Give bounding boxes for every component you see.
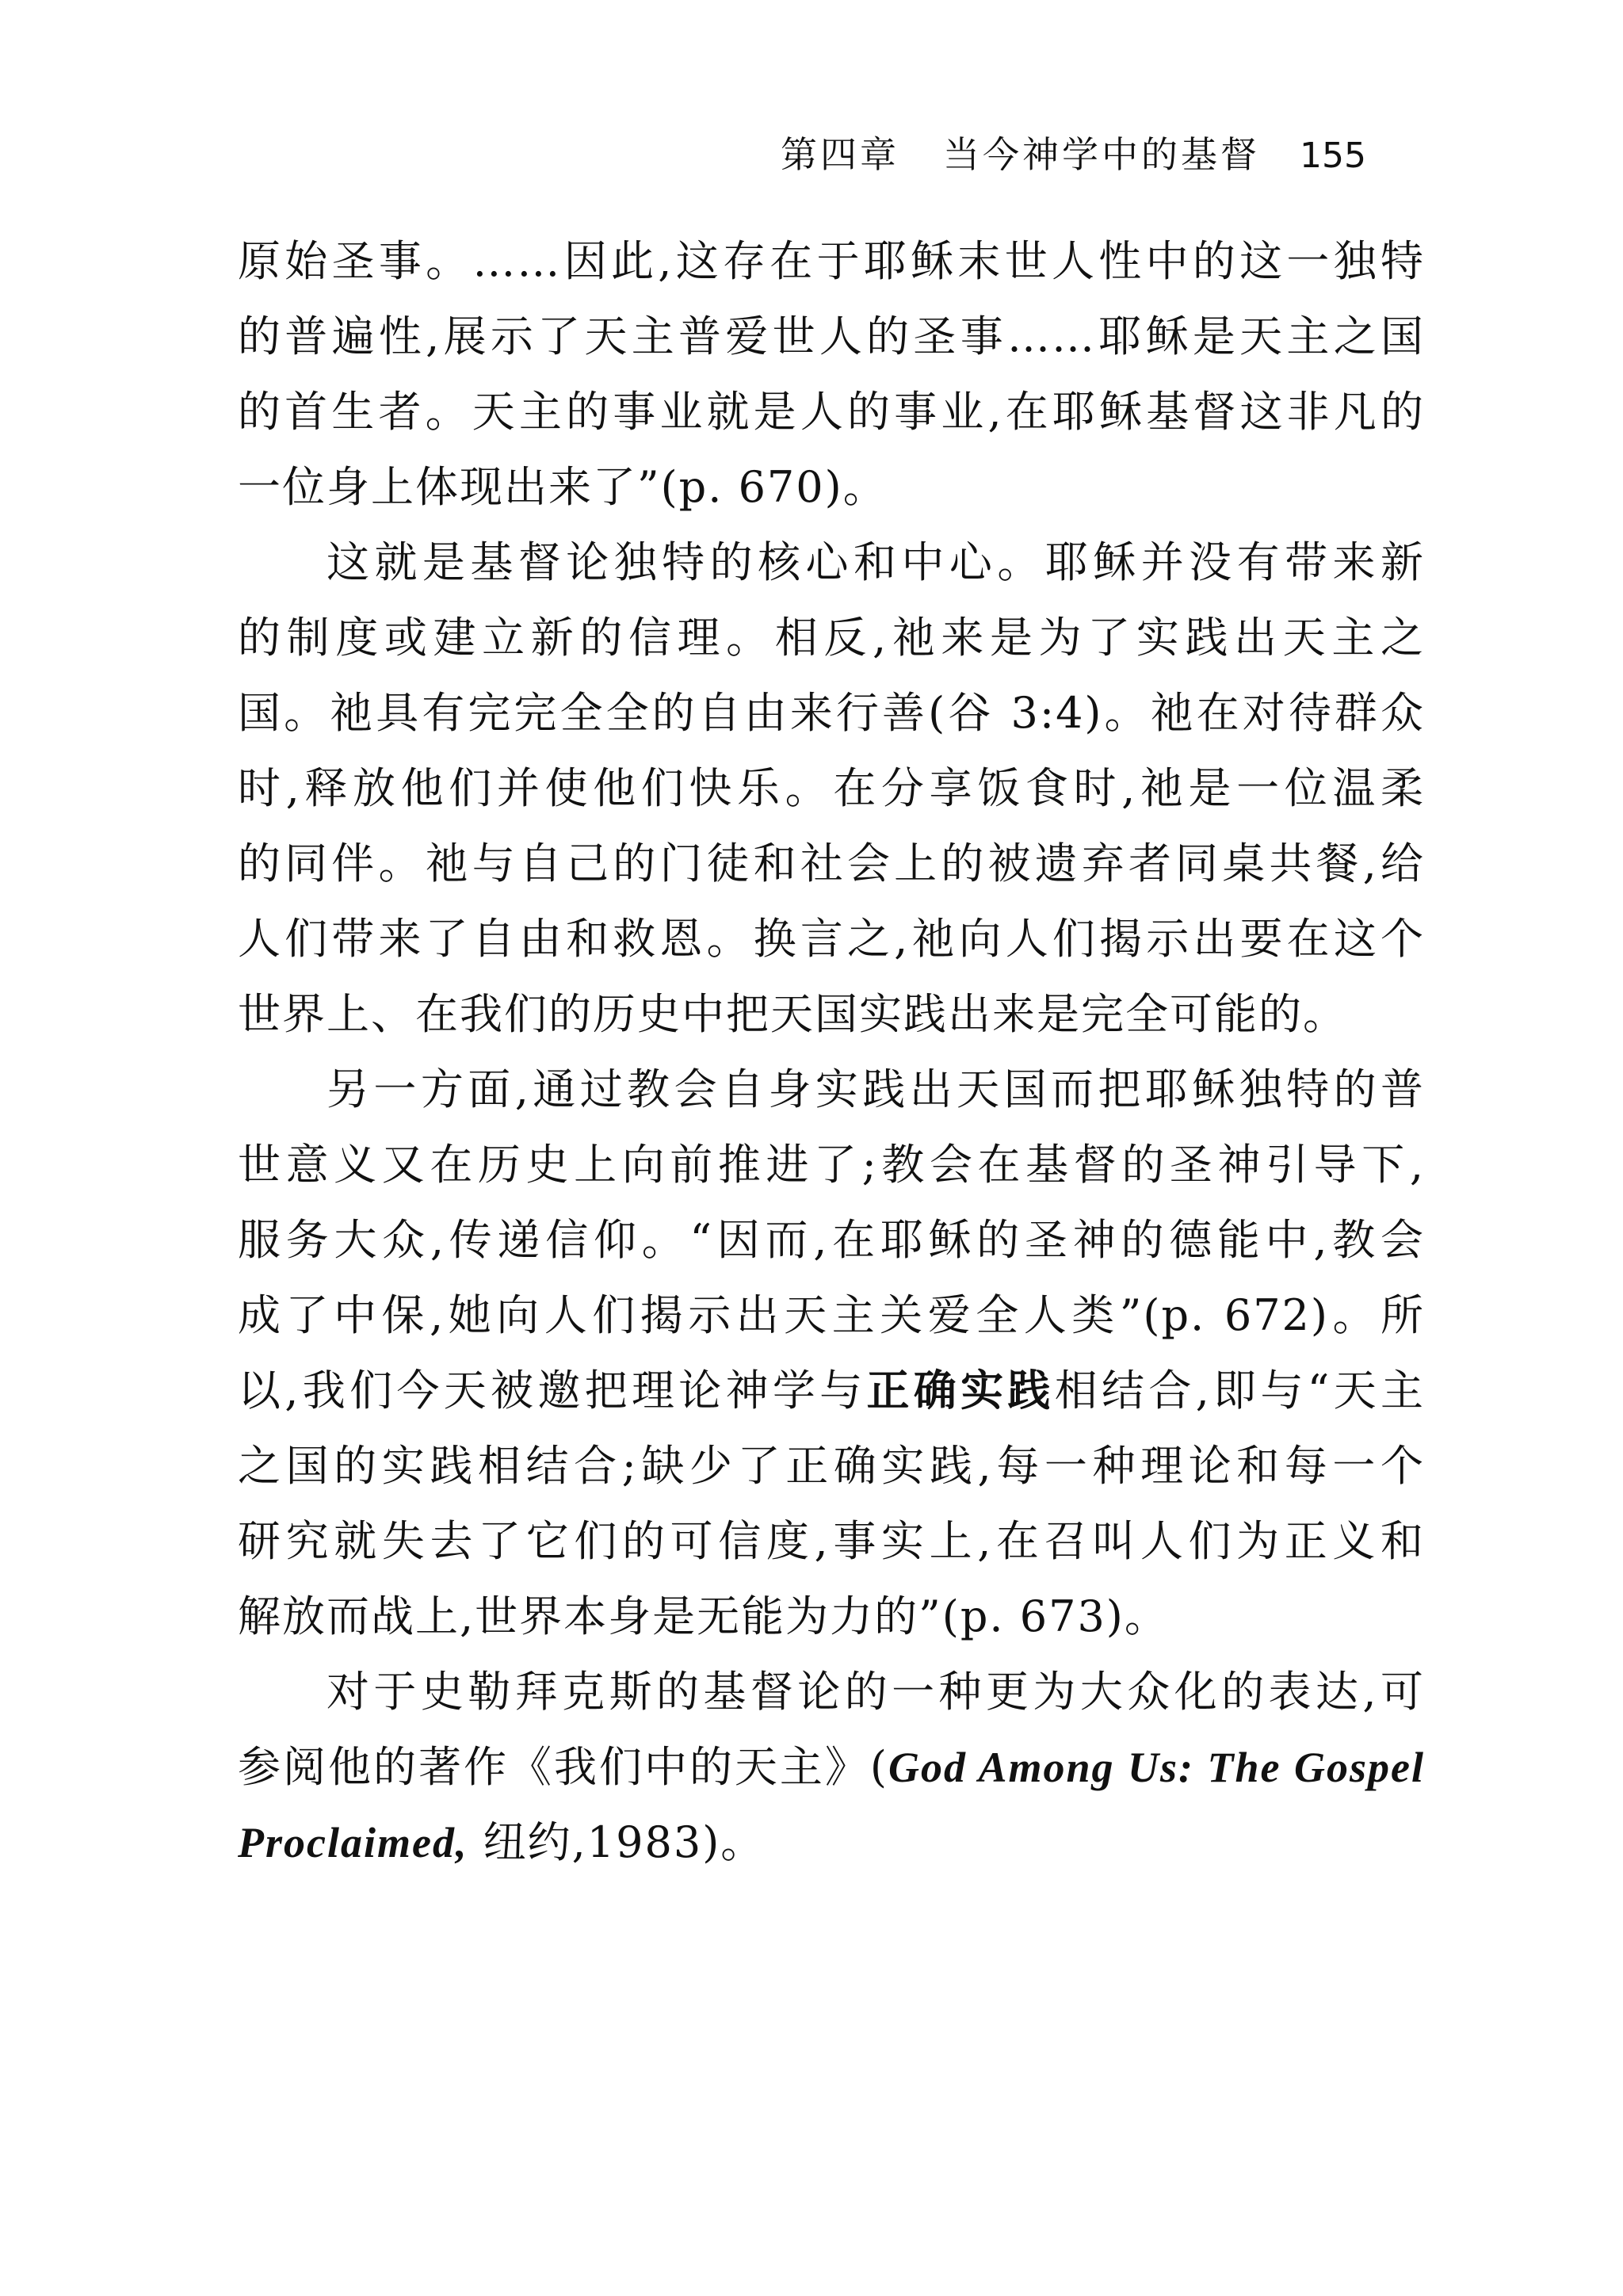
text-line-with-title xyxy=(238,1729,1425,1805)
text-line: 时,释放他们并使他们快乐。在分享饭食时,祂是一位温柔 xyxy=(238,763,1425,813)
text-segment: 纽约,1983)。 xyxy=(468,1817,766,1867)
text-line: 研究就失去了它们的可信度,事实上,在召叫人们为正义和 xyxy=(238,1516,1425,1566)
book-title-english: Proclaimed, xyxy=(238,1819,468,1866)
text-line: 人们带来了自由和救恩。换言之,祂向人们揭示出要在这个 xyxy=(238,914,1425,964)
text-line: 另一方面,通过教会自身实践出天国而把耶稣独特的普 xyxy=(327,1064,1425,1114)
text-line: 国。祂具有完完全全的自由来行善(谷 3:4)。祂在对待群众 xyxy=(238,688,1425,738)
text-line: 解放而战上,世界本身是无能为力的”(p. 673)。 xyxy=(238,1591,1169,1641)
text-line: 原始圣事。……因此,这存在于耶稣末世人性中的这一独特 xyxy=(238,236,1425,286)
emphasis-text: 正确实践 xyxy=(866,1366,1055,1415)
text-line: 这就是基督论独特的核心和中心。耶稣并没有带来新 xyxy=(327,537,1425,587)
text-line: 世意义又在历史上向前推进了;教会在基督的圣神引导下, xyxy=(238,1140,1425,1190)
text-segment: 以,我们今天被邀把理论神学与 xyxy=(238,1366,867,1415)
text-line: 的普遍性,展示了天主普爱世人的圣事……耶稣是天主之国 xyxy=(238,311,1425,361)
text-line-with-title xyxy=(238,1805,1425,1880)
text-line-with-emphasis xyxy=(238,1353,1425,1428)
text-segment: 参阅他的著作《我们中的天主》( xyxy=(238,1742,888,1792)
text-line: 的同伴。祂与自己的门徒和社会上的被遗弃者同桌共餐,给 xyxy=(238,839,1425,888)
text-line: 的首生者。天主的事业就是人的事业,在耶稣基督这非凡的 xyxy=(238,387,1425,437)
text-line: 之国的实践相结合;缺少了正确实践,每一种理论和每一个 xyxy=(238,1441,1425,1491)
text-line: 一位身上体现出来了”(p. 670)。 xyxy=(238,462,888,512)
body-text xyxy=(238,223,1425,1880)
page-number: 155 xyxy=(1300,136,1366,176)
chapter-label: 第四章 xyxy=(781,133,899,176)
text-line: 的制度或建立新的信理。相反,祂来是为了实践出天主之 xyxy=(238,613,1425,663)
text-segment: 相结合,即与“天主 xyxy=(1054,1366,1425,1415)
chapter-title: 当今神学中的基督 xyxy=(943,133,1260,176)
text-line: 世界上、在我们的历史中把天国实践出来是完全可能的。 xyxy=(238,989,1347,1039)
book-title-english: God Among Us: The Gospel xyxy=(888,1744,1425,1791)
text-line: 成了中保,她向人们揭示出天主关爱全人类”(p. 672)。所 xyxy=(238,1290,1425,1340)
running-head xyxy=(781,127,1423,182)
text-line: 对于史勒拜克斯的基督论的一种更为大众化的表达,可 xyxy=(327,1667,1425,1717)
text-line: 服务大众,传递信仰。“因而,在耶稣的圣神的德能中,教会 xyxy=(238,1215,1425,1265)
